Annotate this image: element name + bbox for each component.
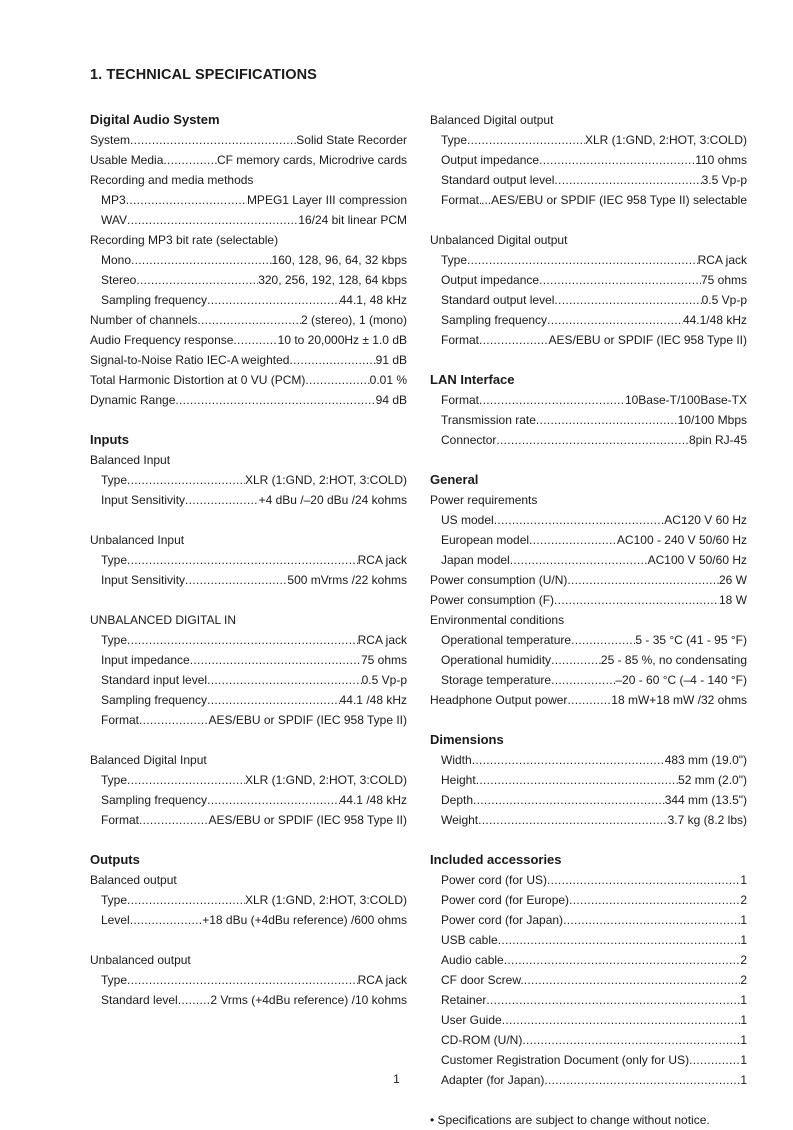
spec-value: XLR (1:GND, 2:HOT, 3:COLD): [244, 473, 407, 487]
spec-label: Weight: [441, 813, 479, 827]
dot-leader: [494, 510, 665, 530]
spec-label: Level: [101, 913, 130, 927]
spec-value: 3.7 kg (8.2 lbs): [667, 813, 747, 827]
spec-label: Type: [101, 893, 128, 907]
subsection-label: Unbalanced Digital output: [430, 233, 568, 247]
spec-value: XLR (1:GND, 2:HOT, 3:COLD): [244, 893, 407, 907]
spec-label: Depth: [441, 793, 474, 807]
spec-label: System: [90, 133, 131, 147]
spacer: [90, 930, 407, 950]
spec-label: Adapter (for Japan): [441, 1073, 545, 1087]
spec-value: 2: [740, 893, 747, 907]
spec-row: [90, 690, 407, 710]
dot-leader: [197, 310, 301, 330]
dot-leader: [689, 1050, 740, 1070]
dot-leader: [536, 410, 678, 430]
spec-row: [430, 990, 747, 1010]
spec-value: 94 dB: [375, 393, 407, 407]
spec-row: [90, 570, 407, 590]
footnote: • Specifications are subject to change without notice.: [430, 1113, 710, 1127]
spec-value: 0.5 Vp-p: [361, 673, 407, 687]
spec-row: [90, 790, 407, 810]
spec-label: Signal-to-Noise Ratio IEC-A weighted: [90, 353, 290, 367]
dot-leader: [233, 330, 277, 350]
spec-row: [90, 370, 407, 390]
spec-row: [430, 670, 747, 690]
spec-label: US model: [441, 513, 494, 527]
spec-value: 10 to 20,000Hz ± 1.0 dB: [277, 333, 407, 347]
spec-value: 44.1, 48 kHz: [339, 293, 407, 307]
spec-value: 3.5 Vp-p: [701, 173, 747, 187]
spec-label: Input impedance: [101, 653, 190, 667]
spec-row: [90, 210, 407, 230]
dot-leader: [554, 590, 719, 610]
spec-label: Type: [101, 973, 128, 987]
spec-value: RCA jack: [697, 253, 747, 267]
dot-leader: [127, 550, 358, 570]
spec-label: Transmission rate: [441, 413, 536, 427]
spec-row: [90, 130, 407, 150]
spec-label: Dynamic Range: [90, 393, 176, 407]
spec-value: 0.5 Vp-p: [701, 293, 747, 307]
spec-label: Sampling frequency: [101, 693, 208, 707]
spec-label: Type: [101, 773, 128, 787]
spec-row: [90, 970, 407, 990]
dot-leader: [510, 550, 648, 570]
spec-value: XLR (1:GND, 2:HOT, 3:COLD): [244, 773, 407, 787]
dot-leader: [502, 1010, 741, 1030]
spec-label: Power cord (for Europe): [441, 893, 570, 907]
dot-leader: [554, 170, 701, 190]
spec-label: Sampling frequency: [441, 313, 548, 327]
spec-value: 18 W: [718, 593, 747, 607]
dot-leader: [551, 650, 601, 670]
dot-leader: [127, 470, 245, 490]
section-heading: General: [430, 472, 479, 487]
dot-leader: [476, 770, 678, 790]
subsection-label: Environmental conditions: [430, 613, 565, 627]
dot-leader: [478, 810, 667, 830]
dot-leader: [127, 890, 245, 910]
spec-label: Type: [101, 473, 128, 487]
spec-row: [430, 390, 747, 410]
spec-label: Type: [441, 133, 468, 147]
spec-value: AC100 V 50/60 Hz: [647, 553, 747, 567]
spec-value: 44.1 /48 kHz: [339, 693, 407, 707]
section-heading: LAN Interface: [430, 372, 515, 387]
spec-row: [90, 710, 407, 730]
spec-value: +18 dBu (+4dBu reference) /600 ohms: [202, 913, 407, 927]
spec-value: AES/EBU or SPDIF (IEC 958 Type II): [208, 813, 407, 827]
spec-label: Connector: [441, 433, 497, 447]
spec-row: [90, 890, 407, 910]
spec-label: Sampling frequency: [101, 793, 208, 807]
spec-row: [90, 990, 407, 1010]
spec-value: 75 ohms: [700, 273, 747, 287]
spec-value: 10/100 Mbps: [677, 413, 747, 427]
spec-label: Audio Frequency response: [90, 333, 234, 347]
spec-row: [430, 790, 747, 810]
dot-leader: [289, 350, 375, 370]
spec-row: [90, 550, 407, 570]
spec-label: Number of channels: [90, 313, 198, 327]
spec-label: Input Sensitivity: [101, 573, 186, 587]
spec-value: RCA jack: [357, 633, 407, 647]
spec-label: Total Harmonic Distortion at 0 VU (PCM): [90, 373, 306, 387]
spec-row: [90, 250, 407, 270]
subsection-label: Unbalanced output: [90, 953, 191, 967]
spec-row: [90, 910, 407, 930]
spec-value: 2: [740, 953, 747, 967]
spec-value: AES/EBU or SPDIF (IEC 958 Type II): [548, 333, 747, 347]
dot-leader: [467, 250, 698, 270]
spec-value: 10Base-T/100Base-TX: [624, 393, 747, 407]
spec-row: [430, 890, 747, 910]
spec-value: MPEG1 Layer III compression: [246, 193, 407, 207]
spec-section-digital-audio-system: [90, 110, 407, 410]
dot-leader: [479, 390, 625, 410]
spec-row: [430, 810, 747, 830]
spec-row: [430, 1030, 747, 1050]
dot-leader: [567, 570, 719, 590]
spec-label: Type: [101, 553, 128, 567]
spacer: [90, 510, 407, 530]
section-heading: Included accessories: [430, 852, 562, 867]
spec-value: 1: [740, 993, 747, 1007]
subsection-label: Unbalanced Input: [90, 533, 185, 547]
spec-value: 52 mm (2.0"): [678, 773, 747, 787]
spec-value: 500 mVrms /22 kohms: [287, 573, 407, 587]
spec-value: RCA jack: [357, 553, 407, 567]
dot-leader: [569, 890, 740, 910]
spec-value: 483 mm (19.0"): [664, 753, 747, 767]
spec-column-left: [90, 110, 407, 1030]
dot-leader: [472, 750, 665, 770]
dot-leader: [130, 910, 203, 930]
dot-leader: [185, 490, 259, 510]
spec-row: [430, 930, 747, 950]
spec-row: [90, 770, 407, 790]
spec-label: Headphone Output power: [430, 693, 568, 707]
page-number: 1: [393, 1072, 400, 1086]
spec-label: Output impedance: [441, 273, 540, 287]
dot-leader: [567, 690, 611, 710]
spec-label: Width: [441, 753, 472, 767]
page-title: 1. TECHNICAL SPECIFICATIONS: [90, 67, 317, 83]
dot-leader: [522, 1030, 740, 1050]
spec-section-right-0: [430, 110, 747, 350]
spec-row: [430, 270, 747, 290]
spec-label: Power cord (for US): [441, 873, 548, 887]
spec-label: Input Sensitivity: [101, 493, 186, 507]
spec-label: User Guide: [441, 1013, 502, 1027]
dot-leader: [126, 190, 247, 210]
dot-leader: [136, 270, 258, 290]
dot-leader: [524, 970, 741, 990]
dot-leader: [563, 910, 740, 930]
dot-leader: [571, 630, 635, 650]
spec-row: [430, 750, 747, 770]
spec-label: Output impedance: [441, 153, 540, 167]
dot-leader: [207, 690, 340, 710]
spec-row: [430, 170, 747, 190]
spacer: [90, 730, 407, 750]
spec-row: [90, 310, 407, 330]
spec-value: 1: [740, 1013, 747, 1027]
dot-leader: [131, 250, 272, 270]
spec-value: CF memory cards, Microdrive cards: [216, 153, 407, 167]
spec-column-right: [430, 110, 747, 1130]
spec-label: Type: [441, 253, 468, 267]
spec-value: 1: [740, 913, 747, 927]
dot-leader: [127, 970, 358, 990]
spec-value: AC100 - 240 V 50/60 Hz: [616, 533, 747, 547]
spec-row: [430, 530, 747, 550]
subsection-label: Power requirements: [430, 493, 538, 507]
spec-value: 18 mW+18 mW /32 ohms: [611, 693, 747, 707]
spec-value: 8pin RJ-45: [688, 433, 747, 447]
dot-leader: [190, 650, 361, 670]
spec-row: [90, 630, 407, 650]
spec-label: Operational humidity: [441, 653, 552, 667]
spec-row: [430, 910, 747, 930]
spec-row: [430, 330, 747, 350]
spec-value: 16/24 bit linear PCM: [298, 213, 407, 227]
spacer: [430, 210, 747, 230]
spec-value: AC120 V 60 Hz: [664, 513, 747, 527]
dot-leader: [498, 930, 741, 950]
spec-row: [90, 290, 407, 310]
dot-leader: [130, 130, 296, 150]
spec-label: Sampling frequency: [101, 293, 208, 307]
spec-label: Format: [441, 393, 480, 407]
spec-value: 2 (stereo), 1 (mono): [300, 313, 407, 327]
spec-value: 344 mm (13.5"): [664, 793, 747, 807]
spec-row: [90, 490, 407, 510]
spec-label: Standard input level: [101, 673, 208, 687]
spec-value: 75 ohms: [360, 653, 407, 667]
spec-row: [90, 470, 407, 490]
dot-leader: [163, 150, 217, 170]
spec-value: 44.1/48 kHz: [682, 313, 747, 327]
spec-label: Power consumption (U/N): [430, 573, 568, 587]
spec-label: Retainer: [441, 993, 487, 1007]
dot-leader: [127, 630, 358, 650]
spec-label: Mono: [101, 253, 132, 267]
spec-value: 1: [740, 933, 747, 947]
spec-label: Stereo: [101, 273, 137, 287]
dot-leader: [496, 430, 689, 450]
spec-row: [430, 970, 747, 990]
section-heading: Digital Audio System: [90, 112, 220, 127]
spec-row: [430, 190, 747, 210]
spec-value: 1: [740, 1053, 747, 1067]
spec-label: Standard output level: [441, 173, 555, 187]
spec-row: [430, 590, 747, 610]
dot-leader: [207, 790, 340, 810]
subsection-label: Recording MP3 bit rate (selectable): [90, 233, 279, 247]
spec-row: [90, 270, 407, 290]
spacer: [90, 590, 407, 610]
spec-value: ...AES/EBU or SPDIF (IEC 958 Type II) selectable: [481, 193, 747, 207]
section-heading: Dimensions: [430, 732, 504, 747]
spec-value: 91 dB: [375, 353, 407, 367]
spec-value: 26 W: [718, 573, 747, 587]
spec-row: [430, 510, 747, 530]
dot-leader: [539, 150, 695, 170]
spec-row: [90, 670, 407, 690]
spec-row: [430, 410, 747, 430]
spec-label: Japan model: [441, 553, 510, 567]
spec-value: 44.1 /48 kHz: [339, 793, 407, 807]
spec-label: Power cord (for Japan): [441, 913, 564, 927]
spec-row: [90, 150, 407, 170]
spec-row: [430, 290, 747, 310]
dot-leader: [554, 290, 701, 310]
section-heading: Inputs: [90, 432, 129, 447]
subsection-label: Balanced output: [90, 873, 177, 887]
spec-row: [90, 650, 407, 670]
spec-row: [90, 330, 407, 350]
spec-label: Customer Registration Document (only for US): [441, 1053, 690, 1067]
dot-leader: [467, 130, 585, 150]
spec-value: 110 ohms: [695, 153, 747, 167]
spec-section-included-accessories: [430, 850, 747, 1090]
dot-leader: [207, 670, 362, 690]
spec-label: Format: [101, 813, 140, 827]
spec-label: Standard level: [101, 993, 178, 1007]
spec-value: AES/EBU or SPDIF (IEC 958 Type II): [208, 713, 407, 727]
spec-value: –20 - 60 °C (–4 - 140 °F): [615, 673, 747, 687]
dot-leader: [551, 670, 615, 690]
spec-row: [430, 870, 747, 890]
spec-label: USB cable: [441, 933, 498, 947]
spec-label: Usable Media: [90, 153, 164, 167]
dot-leader: [547, 870, 740, 890]
spec-row: [430, 150, 747, 170]
spec-section-general: [430, 470, 747, 710]
dot-leader: [185, 570, 287, 590]
spec-row: [430, 130, 747, 150]
spec-label: CF door Screw.: [441, 973, 524, 987]
dot-leader: [504, 950, 741, 970]
dot-leader: [486, 990, 740, 1010]
spec-value: +4 dBu /–20 dBu /24 kohms: [258, 493, 407, 507]
subsection-label: Balanced Input: [90, 453, 171, 467]
spec-row: [430, 1010, 747, 1030]
spec-row: [430, 770, 747, 790]
spec-value: 25 - 85 %, no condensating: [600, 653, 747, 667]
spec-row: [430, 550, 747, 570]
subsection-label: Balanced Digital output: [430, 113, 554, 127]
spec-label: Height: [441, 773, 476, 787]
spec-value: 1: [740, 1033, 747, 1047]
spec-value: 1: [740, 873, 747, 887]
spec-row: [90, 810, 407, 830]
spec-label: Format: [441, 333, 480, 347]
dot-leader: [479, 330, 548, 350]
spec-label: European model: [441, 533, 530, 547]
spec-row: [430, 630, 747, 650]
spec-label: WAV: [101, 213, 127, 227]
spec-value: 5 - 35 °C (41 - 95 °F): [635, 633, 747, 647]
spec-value: 160, 128, 96, 64, 32 kbps: [271, 253, 407, 267]
spec-row: [430, 310, 747, 330]
subsection-label: Recording and media methods: [90, 173, 254, 187]
spec-value: Solid State Recorder: [296, 133, 407, 147]
spec-value: 320, 256, 192, 128, 64 kbps: [258, 273, 407, 287]
spec-row: [430, 570, 747, 590]
dot-leader: [139, 810, 208, 830]
subsection-label: UNBALANCED DIGITAL IN: [90, 613, 237, 627]
spec-value: RCA jack: [357, 973, 407, 987]
spec-label: Operational temperature: [441, 633, 572, 647]
spec-row: [430, 1050, 747, 1070]
spec-row: [430, 950, 747, 970]
section-heading: Outputs: [90, 852, 140, 867]
spec-row: [430, 690, 747, 710]
dot-leader: [473, 790, 665, 810]
dot-leader: [547, 310, 683, 330]
dot-leader: [305, 370, 369, 390]
dot-leader: [139, 710, 208, 730]
spec-label: Format: [441, 193, 480, 207]
spec-section-lan-interface: [430, 370, 747, 450]
spec-label: Power consumption (F): [430, 593, 555, 607]
dot-leader: [207, 290, 340, 310]
spec-value: XLR (1:GND, 2:HOT, 3:COLD): [584, 133, 747, 147]
spec-label: Standard output level: [441, 293, 555, 307]
spec-label: Type: [101, 633, 128, 647]
dot-leader: [178, 990, 211, 1010]
spec-label: Audio cable: [441, 953, 504, 967]
spec-label: Format: [101, 713, 140, 727]
spec-value: 2 Vrms (+4dBu reference) /10 kohms: [210, 993, 407, 1007]
dot-leader: [127, 770, 245, 790]
dot-leader: [127, 210, 298, 230]
spec-row: [90, 350, 407, 370]
spec-row: [90, 390, 407, 410]
subsection-label: Balanced Digital Input: [90, 753, 207, 767]
spec-row: [430, 250, 747, 270]
spec-label: Storage temperature: [441, 673, 552, 687]
spec-value: 0.01 %: [369, 373, 407, 387]
spec-label: CD-ROM (U/N): [441, 1033, 523, 1047]
dot-leader: [529, 530, 617, 550]
spec-value: 1: [740, 1073, 747, 1087]
spec-row: [430, 650, 747, 670]
spec-section-outputs: [90, 850, 407, 1010]
spec-section-dimensions: [430, 730, 747, 830]
spec-section-inputs: [90, 430, 407, 830]
spec-value: 2: [740, 973, 747, 987]
dot-leader: [175, 390, 375, 410]
spec-row: [430, 430, 747, 450]
dot-leader: [539, 270, 701, 290]
spec-label: MP3: [101, 193, 126, 207]
spec-row: [90, 190, 407, 210]
